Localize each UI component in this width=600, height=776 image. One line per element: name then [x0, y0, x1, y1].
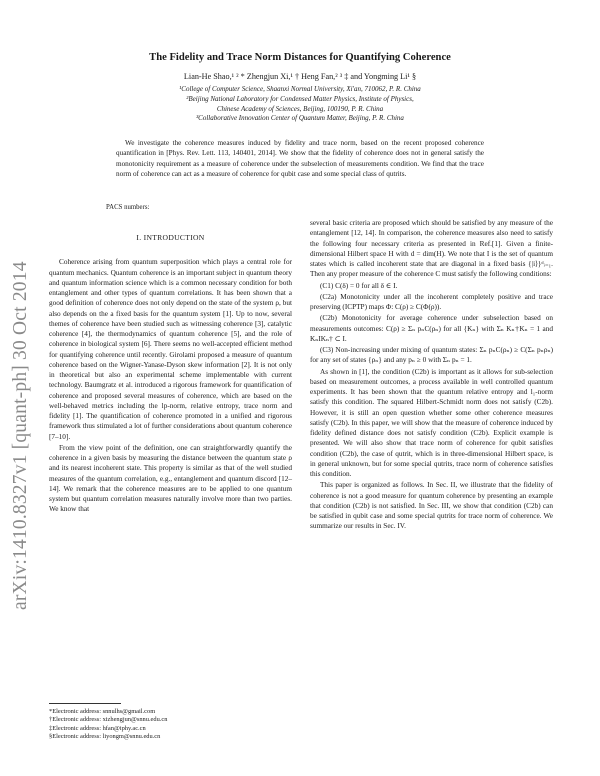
affiliations: [80, 85, 520, 124]
paragraph: From the view point of the definition, one can straightforwardly quantify the coherence in a given basis by measuring the distance between the quantum state ρ and its nearest incoherent state. This property is similar as that of the well studied measures of the quantum correlation, e.g., entanglement and quantum discord [12–14]. We remark that the coherence measures are to be applied to one quantum system but quantum correlation measures naturally involve more than two parties. We know that: [49, 443, 292, 514]
abstract: We investigate the coherence measures induced by fidelity and trace norm, based on the recent proposed coherence quantification in [Phys. Rev. Lett. 113, 140401, 2014]. We show that the fidelity of coherence does not in general satisfy the monotonicity requirement as a measure of coherence under the subselection of measurements condition. We find that the trace norm of coherence can act as a measure of coherence for qubit case and some special class of qutrits.: [116, 139, 484, 178]
footnote: *Electronic address: snnulhs@gmail.com: [49, 708, 156, 715]
left-column: [49, 228, 292, 516]
author-list: Lian-He Shao,¹ ² * Zhengjun Xi,¹ † Heng Fan,² ³ ‡ and Yongming Li¹ §: [183, 72, 417, 81]
condition-c2a: (C2a) Monotonicity under all the incoherent completely positive and trace preserving (ICPTP) maps Φ: C(ρ) ≥ C(Φ(ρ)).: [310, 292, 553, 311]
paragraph: Coherence arising from quantum superposition which plays a central role for quantum mechanics. Quantum coherence is an important subject in quantum theory and quantum information science which is a common necessary condition for both entanglement and other types of quantum correlations. It has been shown that a good definition of coherence does not only depend on the state of the system ρ, but also depends on the a fixed basis for the quantum system [1]. Up to now, several themes of coherence have been studied such as witnessing coherence [3], catalytic coherence [4], the thermodynamics of quantum coherence [5], and the role of coherence in biological system [6]. There seems no well-accepted efficient method for quantifying coherence until recently. Girolami proposed a measure of quantum coherence based on the Wigner-Yanase-Dyson skew information [2]. It is not only in theoretical but also an experimental scheme implementable with current technology. Baumgratz et al. introduced a rigorous framework for quantification of coherence and proposed several measures of coherence, which are based on the well-behaved metrics including the lp-norm, relative entropy, trace norm and fidelity [1]. The quantification of coherence promoted in a unified and rigorous framework thus stimulated a lot of further considerations about quantum coherence [7–10].: [49, 258, 292, 441]
paragraph: several basic criteria are proposed which should be satisfied by any measure of the entanglement [12, 14]. In comparison, the coherence measures also need to satisfy the following four necessary criteria as presented in Ref.[1]. Given a finite-dimensional Hilbert space H with d = dim(H). We note that I is the set of quantum states which is called incoherent state that are diagonal in a fixed basis {|i⟩}ᵈᵢ₌₁. Then any proper measure of the coherence C must satisfy the following conditions:: [310, 219, 553, 279]
condition-c2b: (C2b) Monotonicity for average coherence under subselection based on measurements outcomes: C(ρ) ≥ Σₙ pₙC(ρₙ) for all {Kₙ} with Σₙ Kₙ†Kₙ = 1 and KₙIKₙ† ⊂ I.: [310, 314, 553, 343]
right-column: [310, 218, 553, 533]
paragraph: This paper is organized as follows. In Sec. II, we illustrate that the fidelity of coherence is not a good measure for quantum coherence by presenting an example that condition (C2b) is not satisfied. In Sec. III, we show that condition (C2b) can be satisfied in qubit case and some special qutrits for trace norm of coherence. We summarize our results in Sec. IV.: [310, 481, 553, 531]
affiliation-line: Chinese Academy of Sciences, Beijing, 100190, P. R. China: [216, 104, 384, 113]
footnotes: [49, 703, 292, 741]
condition-c1: (C1) C(δ) = 0 for all δ ∈ I.: [320, 281, 398, 290]
affiliation-line: ¹College of Computer Science, Shaanxi Normal University, Xi'an, 710062, P. R. China: [179, 85, 421, 93]
arxiv-identifier: arXiv:1410.8327v1 [quant-ph] 30 Oct 2014: [10, 261, 31, 610]
footnote-divider: [49, 703, 121, 704]
condition-c3: (C3) Non-increasing under mixing of quantum states: Σₙ pₙC(ρₙ) ≥ C(Σₙ pₙρₙ) for any set of states {ρₙ} and any pₙ ≥ 0 with Σₙ pₙ = 1.: [310, 346, 553, 365]
footnote: §Electronic address: liyongm@snnu.edu.cn: [49, 732, 161, 740]
paragraph: As shown in [1], the condition (C2b) is important as it allows for sub-selection based on measurement outcomes, a process available in well controlled quantum experiments. It has been shown that the quantum relative entropy and l₁-norm satisfy this condition. The squared Hilbert-Schmidt norm does not satisfy (C2b). However, it is still an open question whether some other coherence measures satisfy (C2b). In this paper, we will show that the measure of coherence induced by fidelity defined distance does not satisfy condition (C2b). Explicit example is presented. We will also show that trace norm of coherence for qubit satisfies condition (C2b), the case of qutrit, which is in three-dimensional Hilbert space, is in general unknown, but for some special qutrits, trace norm of coherence satisfies this condition.: [310, 367, 553, 478]
pacs-numbers: PACS numbers:: [106, 204, 150, 211]
footnote: ‡Electronic address: hfan@iphy.ac.cn: [49, 724, 146, 732]
affiliation-line: ³Collaborative Innovation Center of Quantum Matter, Beijing, P. R. China: [196, 114, 404, 123]
paper-title: The Fidelity and Trace Norm Distances for Quantifying Coherence: [149, 52, 451, 63]
footnote: †Electronic address: xizhengjun@snnu.edu.cn: [49, 716, 168, 724]
affiliation-line: ²Beijing National Laboratory for Condensed Matter Physics, Institute of Physics,: [186, 94, 414, 103]
section-heading-introduction: I. INTRODUCTION: [136, 233, 205, 242]
